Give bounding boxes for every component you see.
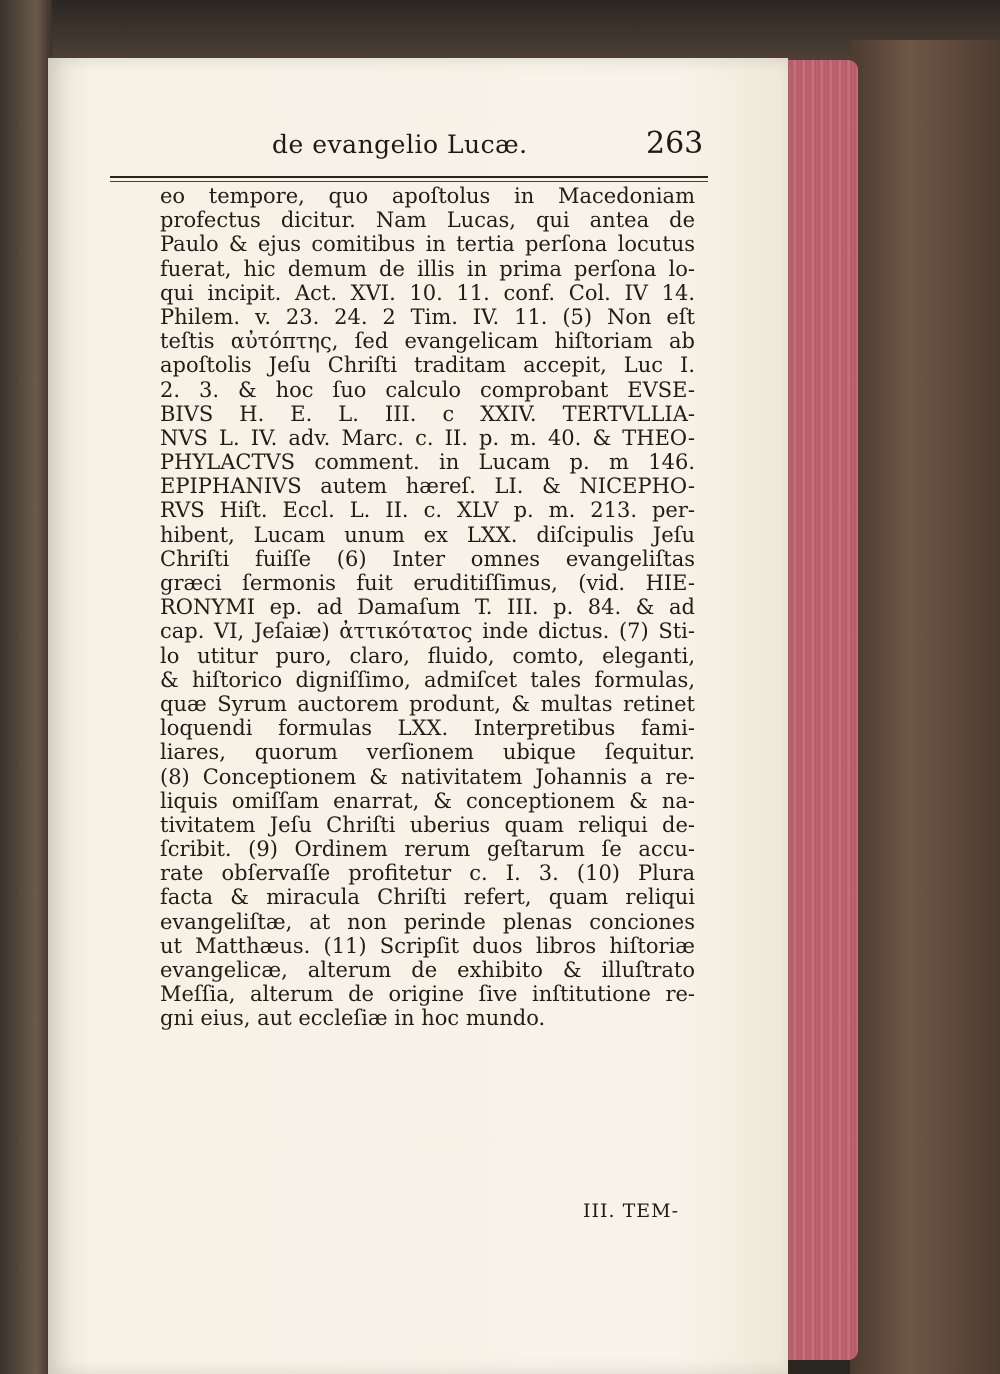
text-line: & hiſtorico digniſſimo, admiſcet tales formulas,	[160, 667, 695, 692]
text-line: EPIPHANIVS autem hæreſ. LI. & NICEPHO-	[160, 474, 695, 499]
text-line: loquendi formulas LXX. Interpretibus fami-	[160, 716, 695, 741]
text-line: NVS L. IV. adv. Marc. c. II. p. m. 40. & THEO-	[160, 425, 695, 450]
page-number: 263	[646, 126, 704, 161]
header-rule	[110, 176, 708, 178]
running-head	[0, 126, 1000, 170]
text-line: gni eius, aut eccleſiæ in hoc mundo.	[160, 1006, 546, 1031]
text-line: Paulo & ejus comitibus in tertia perſona locutus	[160, 232, 695, 257]
book-binding-left	[0, 0, 52, 1374]
text-line: (8) Conceptionem & nativitatem Johannis a re-	[160, 764, 695, 789]
text-line: ut Matthæus. (11) Scripſit duos libros hiſtoriæ	[160, 933, 695, 958]
text-line: Chriſti fuiſſe (6) Inter omnes evangeliſtas	[160, 546, 695, 571]
page-edges-red	[780, 60, 858, 1360]
text-line: tivitatem Jeſu Chriſti uberius quam reliqui de-	[160, 812, 695, 837]
text-line: facta & miracula Chriſti refert, quam reliqui	[160, 885, 695, 910]
text-line: Meſſia, alterum de origine ſive inſtitutione re-	[160, 982, 695, 1007]
text-line: rate obſervaſſe profitetur c. I. 3. (10) Plura	[160, 861, 695, 886]
text-line: PHYLACTVS comment. in Lucam p. m 146.	[160, 450, 695, 475]
running-head-title: de evangelio Lucæ.	[272, 130, 528, 159]
text-line: profectus dicitur. Nam Lucas, qui antea de	[160, 208, 695, 233]
text-line: græci ſermonis fuit eruditiſſimus, (vid. HIE-	[160, 571, 695, 595]
header-rule-thin	[110, 181, 708, 182]
text-line: RVS Hiſt. Eccl. L. II. c. XLV p. m. 213. per-	[160, 498, 695, 523]
text-line: teſtis αὐτόπτης, ſed evangelicam hiſtoriam ab	[160, 329, 695, 354]
text-line: ſcribit. (9) Ordinem rerum geſtarum ſe accu-	[160, 837, 695, 862]
text-line: RONYMI ep. ad Damaſum T. III. p. 84. & ad	[160, 595, 695, 620]
text-line: 2. 3. & hoc ſuo calculo comprobant EVSE-	[160, 377, 695, 402]
text-line: qui incipit. Act. XVI. 10. 11. conf. Col. IV 14.	[160, 280, 695, 305]
body-text	[160, 184, 695, 1031]
text-line: liares, quorum verſionem ubique ſequitur.	[160, 740, 695, 765]
text-line: Philem. v. 23. 24. 2 Tim. IV. 11. (5) Non eſt	[160, 304, 695, 329]
text-line: BIVS H. E. L. III. c XXIV. TERTVLLIA-	[160, 401, 695, 426]
catchword: III. TEM-	[583, 1200, 680, 1222]
text-line: quæ Syrum auctorem produnt, & multas retinet	[160, 691, 695, 716]
text-line: liquis omiſſam enarrat, & conceptionem & na-	[160, 788, 695, 813]
text-line: eo tempore, quo apoſtolus in Macedoniam	[160, 184, 695, 208]
text-line: lo utitur puro, claro, fluido, comto, eleganti,	[160, 643, 695, 668]
text-line: hibent, Lucam unum ex LXX. diſcipulis Jeſu	[160, 522, 695, 547]
book-cover-right	[850, 40, 1000, 1374]
text-line: evangelicæ, alterum de exhibito & illuſtrato	[160, 958, 695, 982]
text-line: apoſtolis Jeſu Chriſti traditam accepit, Luc I.	[160, 353, 695, 378]
text-line: cap. VI, Jeſaiæ) ἀττικότατος inde dictus. (7) Sti-	[160, 619, 695, 644]
text-line: fuerat, hic demum de illis in prima perſona lo-	[160, 256, 695, 281]
text-line: evangeliſtæ, at non perinde plenas conciones	[160, 909, 695, 934]
